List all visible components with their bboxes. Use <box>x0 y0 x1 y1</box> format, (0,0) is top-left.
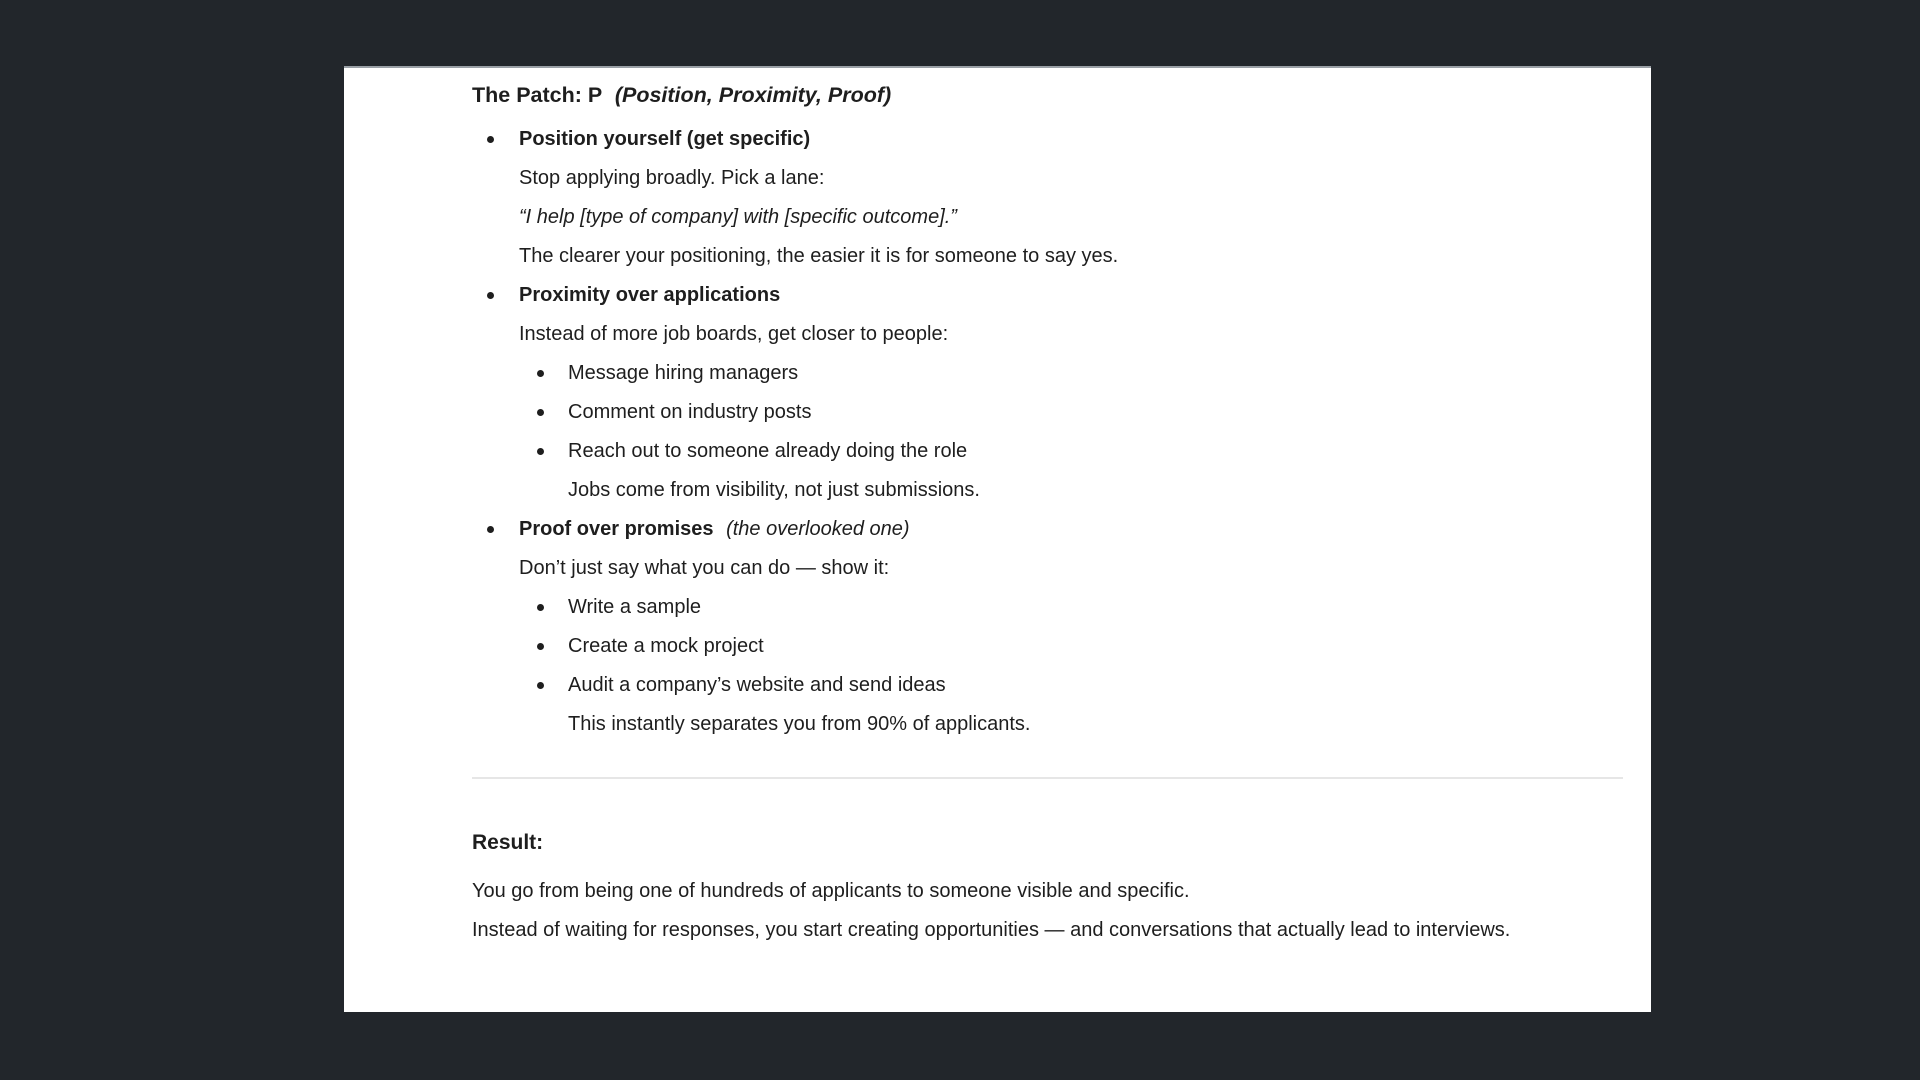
bullet-icon <box>537 370 544 377</box>
section-divider <box>472 777 1623 779</box>
sub-list-note <box>472 705 1623 744</box>
bullet-icon <box>537 682 544 689</box>
list-item-heading: Proximity over applications <box>519 284 781 306</box>
list-item-text-line <box>472 198 1623 237</box>
list-item-text: Stop applying broadly. Pick a lane: <box>519 167 825 189</box>
bullet-icon <box>537 604 544 611</box>
sub-list-item <box>472 354 1623 393</box>
sub-list-item-text: Reach out to someone already doing the role <box>568 440 968 462</box>
bullet-icon <box>537 448 544 455</box>
list-item-heading-row <box>472 510 1623 549</box>
bullet-icon <box>487 292 494 299</box>
list-item-heading-row <box>472 120 1623 159</box>
sub-list-item <box>472 432 1623 471</box>
sub-list-note <box>472 471 1623 510</box>
list-item-heading: Position yourself (get specific) <box>519 128 811 150</box>
list-item-text-line <box>472 549 1623 588</box>
bullet-icon <box>487 526 494 533</box>
list-item-quote: “I help [type of company] with [specific outcome].” <box>519 206 957 228</box>
sub-list-item <box>472 666 1623 705</box>
list-item-text: The clearer your positioning, the easier it is for someone to say yes. <box>519 245 1119 267</box>
result-heading: Result: <box>472 831 544 854</box>
bullet-icon <box>537 643 544 650</box>
list-item-heading: Proof over promises <box>519 518 714 540</box>
list-item-text: Instead of more job boards, get closer to people: <box>519 323 949 345</box>
sub-list-item-text: Comment on industry posts <box>568 401 812 423</box>
sub-list-item-text: Write a sample <box>568 596 702 618</box>
list-item-text-line <box>472 159 1623 198</box>
sub-list-note-text: This instantly separates you from 90% of applicants. <box>568 713 1031 735</box>
result-paragraph: Instead of waiting for responses, you start creating opportunities — and conversations that actually lead to interviews. <box>472 919 1511 941</box>
list-item-text-line <box>472 315 1623 354</box>
sub-list-item-text: Audit a company’s website and send ideas <box>568 674 946 696</box>
sub-list-item <box>472 588 1623 627</box>
bullet-icon <box>537 409 544 416</box>
list-item-heading-row <box>472 276 1623 315</box>
bullet-icon <box>487 136 494 143</box>
section-title-text: The Patch: P <box>472 83 602 107</box>
result-paragraph: You go from being one of hundreds of applicants to someone visible and specific. <box>472 880 1190 902</box>
section-title <box>472 76 1623 115</box>
sub-list-item <box>472 393 1623 432</box>
list-item-heading-note: (the overlooked one) <box>726 518 910 540</box>
list-item-text: Don’t just say what you can do — show it: <box>519 557 890 579</box>
list-item-text-line <box>472 237 1623 276</box>
sub-list-item <box>472 627 1623 666</box>
sub-list-note-text: Jobs come from visibility, not just submissions. <box>568 479 980 501</box>
sub-list-item-text: Create a mock project <box>568 635 764 657</box>
content-panel <box>344 66 1651 1012</box>
sub-list-item-text: Message hiring managers <box>568 362 799 384</box>
section-title-emphasis: (Position, Proximity, Proof) <box>614 83 892 107</box>
bullet-list <box>472 120 1623 744</box>
message-body <box>344 68 1651 950</box>
